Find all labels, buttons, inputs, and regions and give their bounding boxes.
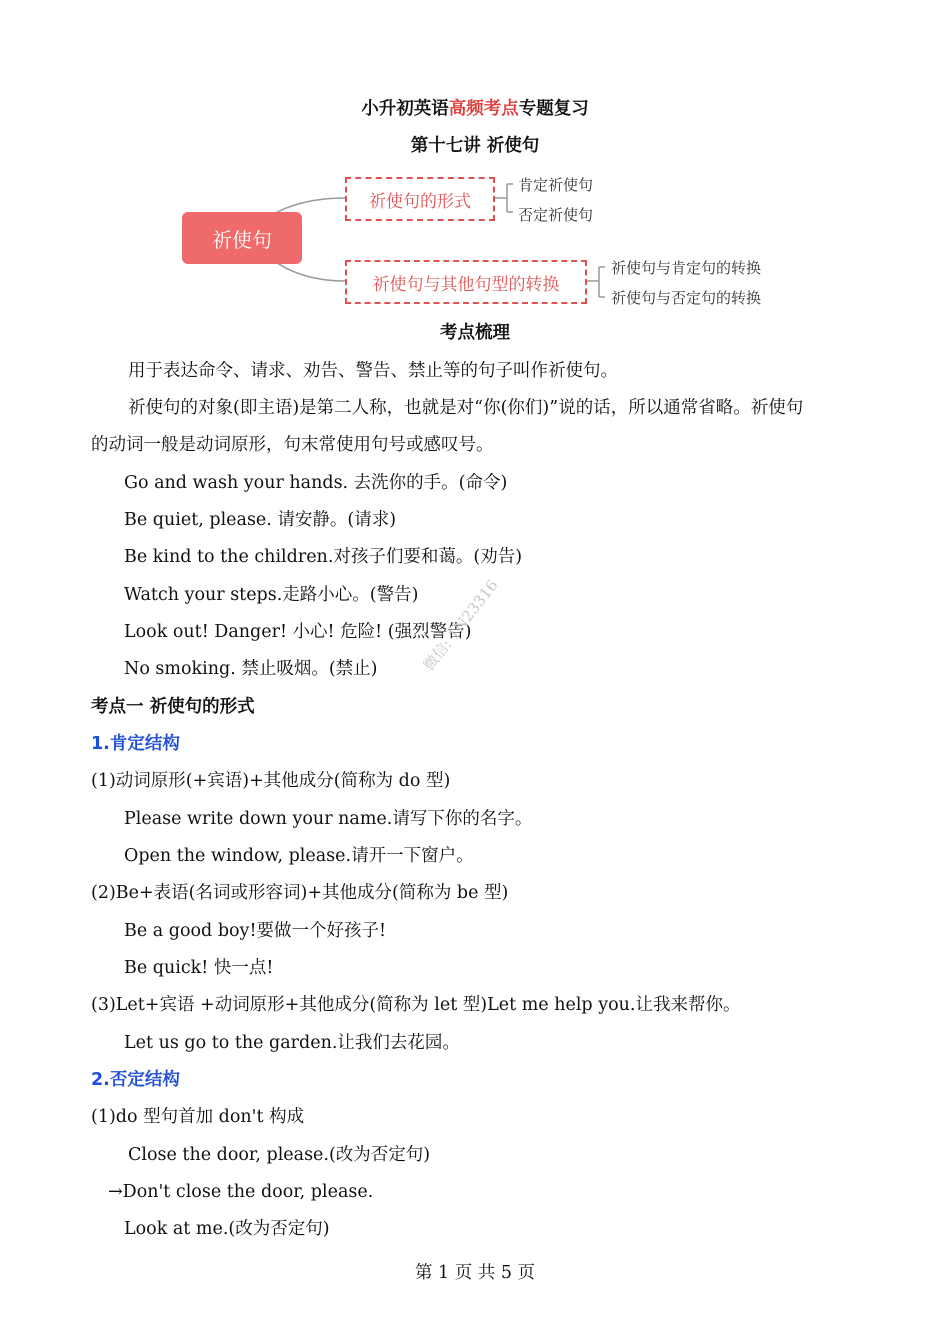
example-sentence: Be kind to the children.对孩子们要和蔼。(劝告) [124, 547, 523, 567]
rule-line: (1)动词原形(+宾语)+其他成分(简称为 do 型) [91, 771, 451, 791]
title-highlight: 高频考点 [448, 99, 519, 119]
example-sentence: Let us go to the garden.让我们去花园。 [124, 1033, 460, 1053]
intro-paragraph: 用于表达命令、请求、劝告、警告、禁止等的句子叫作祈使句。 [128, 361, 618, 381]
mind-map-leaf: 祈使句与否定句的转换 [611, 289, 762, 307]
point-heading: 考点一 祈使句的形式 [91, 697, 255, 717]
mind-map-branch-conversion: 祈使句与其他句型的转换 [345, 260, 587, 304]
watermark: 微信: 1N23316 [419, 576, 502, 675]
example-sentence: Please write down your name.请写下你的名字。 [124, 809, 533, 829]
example-sentence: →Don't close the door, please. [108, 1182, 374, 1202]
example-sentence: Look at me.(改为否定句) [124, 1219, 330, 1239]
example-sentence: Open the window, please.请开一下窗户。 [124, 846, 474, 866]
mind-map-branch-form: 祈使句的形式 [345, 177, 495, 221]
intro-paragraph: 的动词一般是动词原形，句末常使用句号或感叹号。 [91, 435, 494, 455]
mind-map-leaf: 肯定祈使句 [518, 176, 594, 194]
subheading-negative: 2.否定结构 [91, 1070, 180, 1090]
intro-paragraph: 祈使句的对象(即主语)是第二人称，也就是对“你(你们)”说的话，所以通常省略。祈使句 [128, 398, 804, 418]
document-title: 小升初英语高频考点专题复习 [361, 99, 589, 119]
page-footer: 第 1 页 共 5 页 [414, 1263, 536, 1283]
mind-map-leaf: 祈使句与肯定句的转换 [611, 259, 762, 277]
subheading-affirmative: 1.肯定结构 [91, 734, 180, 754]
example-sentence: Be a good boy!要做一个好孩子! [124, 921, 387, 941]
mind-map-root: 祈使句 [182, 212, 302, 264]
mind-map-leaf: 否定祈使句 [518, 206, 594, 224]
example-sentence: Look out! Danger! 小心! 危险! (强烈警告) [124, 622, 472, 642]
example-sentence: Go and wash your hands. 去洗你的手。(命令) [124, 473, 508, 493]
rule-line: (2)Be+表语(名词或形容词)+其他成分(简称为 be 型) [91, 883, 509, 903]
example-sentence: Watch your steps.走路小心。(警告) [124, 585, 419, 605]
rule-line: (3)Let+宾语 +动词原形+其他成分(简称为 let 型)Let me help you.让我来帮你。 [91, 995, 741, 1015]
example-sentence: Be quick! 快一点! [124, 958, 274, 978]
lesson-subtitle: 第十七讲 祈使句 [410, 136, 540, 156]
example-sentence: Be quiet, please. 请安静。(请求) [124, 510, 397, 530]
example-sentence: No smoking. 禁止吸烟。(禁止) [124, 659, 378, 679]
example-sentence: Close the door, please.(改为否定句) [128, 1145, 431, 1165]
mind-map [170, 166, 790, 316]
section-heading: 考点梳理 [440, 323, 510, 343]
rule-line: (1)do 型句首加 don't 构成 [91, 1107, 305, 1127]
